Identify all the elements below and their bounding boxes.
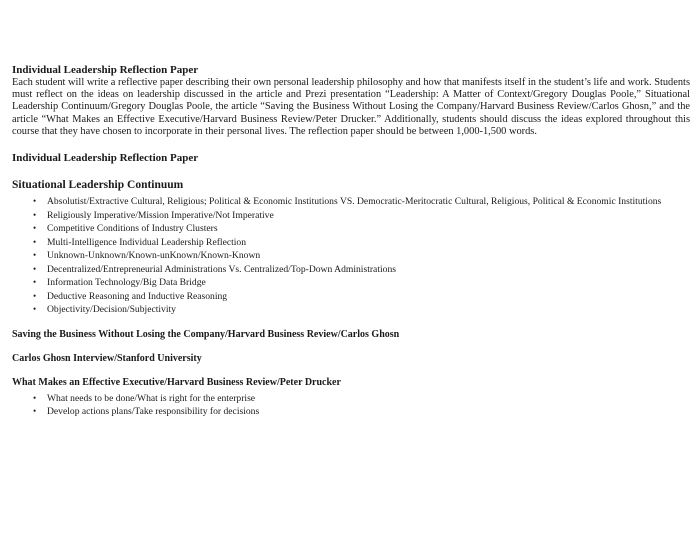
intro-paragraph: Each student will write a reflective paper describing their own personal leadership philosophy and how that manifests itself in the student’s life and work. Students must reflect on the ideas on leadership discussed in the article and Prezi presentation “Leadership: A Matter of Context/Gregory Douglas Poole,” Situational Leadership Continuum/Gregory Douglas Poole, the article “Saving the Business Without Losing the Company/Harvard Business Review/Carlos Ghosn,” and the article “What Makes an Effective Executive/Harvard Business Review/Peter Drucker.” Additionally, students should discuss the ideas explored throughout this course that they have chosen to incorporate in their personal lives. The reflection paper should be between 1,000-1,500 words. — [12, 77, 690, 137]
bullet-icon: • — [33, 209, 37, 220]
section-title-repeat: Individual Leadership Reflection Paper — [12, 152, 199, 165]
list-item: • Decentralized/Entrepreneurial Administrations Vs. Centralized/Top-Down Administrations — [33, 263, 396, 275]
list-item: • Deductive Reasoning and Inductive Reasoning — [33, 290, 228, 302]
bullet-icon: • — [33, 290, 37, 301]
bullet-icon: • — [33, 250, 37, 261]
effective-executive-heading: What Makes an Effective Executive/Harvard Business Review/Peter Drucker — [12, 376, 341, 388]
bullet-icon: • — [33, 304, 37, 315]
list-item: • Multi-Intelligence Individual Leadership Reflection — [33, 236, 247, 248]
list-item: • Absolutist/Extractive Cultural, Religious; Political & Economic Institutions VS. Democratic-Meritocratic Cultural, Religious, Political & Economic Institutions — [33, 196, 662, 208]
bullet-icon: • — [33, 236, 37, 247]
list-item: • Develop actions plans/Take responsibility for decisions — [33, 406, 260, 418]
list-item: • Unknown-Unknown/Known-unKnown/Known-Known — [33, 250, 261, 262]
list-item: • Religiously Imperative/Mission Imperative/Not Imperative — [33, 209, 274, 221]
bullet-icon: • — [33, 406, 37, 417]
continuum-list — [12, 195, 690, 317]
bullet-icon: • — [33, 263, 37, 274]
bullet-icon: • — [33, 277, 37, 288]
bullet-icon: • — [33, 392, 37, 403]
page-title: Individual Leadership Reflection Paper — [12, 64, 199, 76]
list-item: • Objectivity/Decision/Subjectivity — [33, 304, 176, 316]
bullet-icon: • — [33, 223, 37, 234]
list-item: • Competitive Conditions of Industry Clusters — [33, 223, 218, 235]
ghosn-interview-heading: Carlos Ghosn Interview/Stanford University — [12, 352, 202, 364]
executive-list — [12, 392, 690, 419]
list-item: • Information Technology/Big Data Bridge — [33, 277, 206, 289]
saving-business-heading: Saving the Business Without Losing the Company/Harvard Business Review/Carlos Ghosn — [12, 328, 400, 340]
bullet-icon: • — [33, 196, 37, 207]
continuum-heading: Situational Leadership Continuum — [12, 179, 184, 192]
list-item: • What needs to be done/What is right for the enterprise — [33, 392, 256, 404]
document-page — [12, 64, 690, 419]
